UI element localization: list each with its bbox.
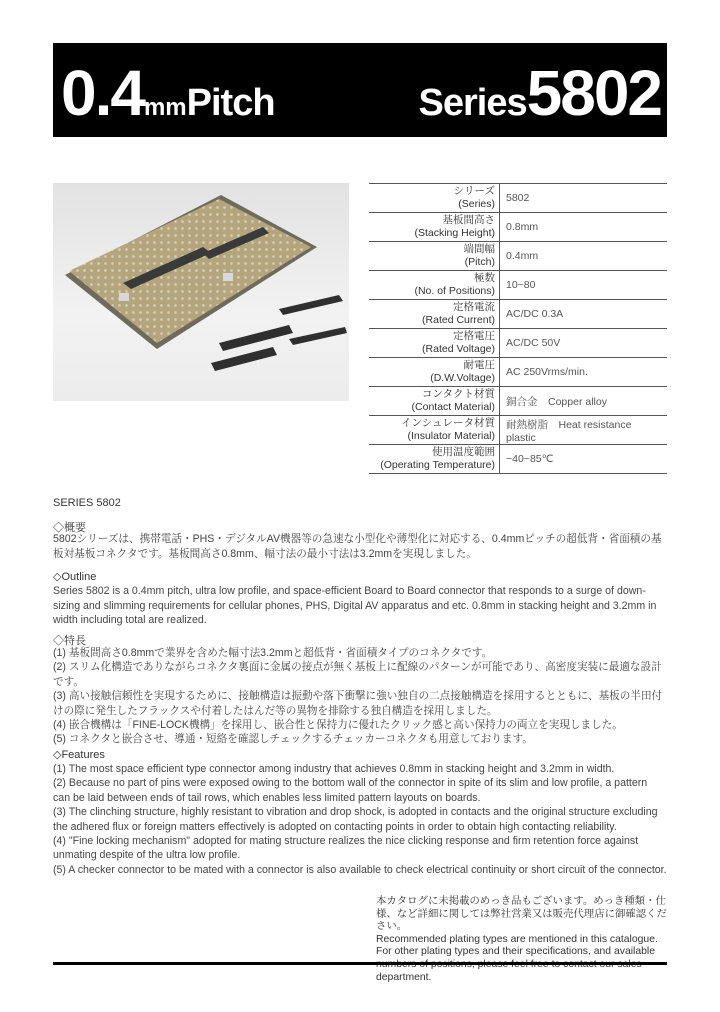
title-banner <box>53 43 667 137</box>
spec-value: 10~80 <box>500 271 668 300</box>
note-line: Recommended plating types are mentioned in this catalogue. <box>376 933 658 945</box>
spec-row <box>369 387 667 416</box>
spec-label <box>369 329 500 358</box>
spec-value: 0.8mm <box>500 213 668 242</box>
list-item: (5) コネクタと嵌合させ、導通・短絡を確認しチェックするチェッカーコネクタも用意しております。 <box>53 733 533 746</box>
series-title <box>419 53 661 133</box>
spec-label-jp: 端間幅 <box>463 243 495 255</box>
spec-label <box>369 358 500 387</box>
spec-label-en: (Rated Voltage) <box>422 343 495 355</box>
spec-row <box>369 358 667 387</box>
list-item: (1) 基板間高さ0.8mmで業界を含めた幅寸法3.2mmと超低背・省面積タイプのコネクタです。 <box>53 647 493 659</box>
spec-label-jp: コンタクト材質 <box>421 388 495 400</box>
outline-en-text: Series 5802 is a 0.4mm pitch, ultra low profile, and space-efficient Board to Board connector that responds to a surge of down-sizing and slimming requirements for cellular phones, PHS, Digital AV apparatus and etc. 0.8mm in stacking height and 3.2mm in width including total are realized. <box>53 585 657 626</box>
features-en-title: ◇Features <box>53 749 105 761</box>
spec-row <box>369 184 667 213</box>
overview-jp-title: ◇概要 <box>53 522 86 534</box>
spec-label <box>369 416 500 445</box>
list-item: (1) The most space efficient type connector among industry that achieves 0.8mm in stacking height and 3.2mm in width. <box>53 763 615 775</box>
series-word: Series <box>418 82 527 124</box>
spec-row <box>369 271 667 300</box>
list-item: (3) 高い接触信頼性を実現するために、接触構造は振動や落下衝撃に強い独自の二点接触構造を採用するとともに、基板の半田付けの際に発生したフラックスや付着したはんだ等の異物を排除する独自構造を採用しました。 <box>53 690 663 717</box>
features-jp-list <box>53 646 667 747</box>
spec-table <box>369 183 667 474</box>
pitch-title <box>61 53 275 133</box>
spec-row <box>369 416 667 445</box>
spec-label <box>369 300 500 329</box>
list-item: (5) A checker connector to be mated with a connector is also available to check electrical continuity or short circuit of the connector. <box>53 863 667 876</box>
spec-label-jp: 定格電圧 <box>453 330 495 342</box>
spec-label-jp: 極数 <box>474 272 495 284</box>
pitch-unit: mm <box>143 94 187 121</box>
list-item: (4) "Fine locking mechanism" adopted for mating structure realizes the nice clicking response and firm retention force against unmating despite of the ultra low profile. <box>53 835 639 862</box>
note-line: For other plating types and their specifications, and available department. <box>376 946 655 983</box>
pitch-word: Pitch <box>186 82 275 124</box>
spec-label-jp: 基板間高さ <box>442 214 495 226</box>
overview-jp-text: 5802シリーズは、携帯電話・PHS・デジタルAV機器等の急速な小型化や薄型化に対応する、0.4mmピッチの超低背・省面積の基板対基板コネクタです。基板間高さ0.8mm、幅寸法の最小寸法は3.2mmを実現しました。 <box>53 533 662 560</box>
spec-label-en: (D.W.Voltage) <box>430 372 495 384</box>
spec-label-jp: 耐電圧 <box>463 359 495 371</box>
spec-label-en: (No. of Positions) <box>414 285 495 297</box>
spec-label-jp: 定格電流 <box>453 301 495 313</box>
spec-row <box>369 213 667 242</box>
spec-label <box>369 445 500 474</box>
list-item: (4) 嵌合機構は「FINE-LOCK機構」を採用し、嵌合性と保持力に優れたクリック感と高い保持力の両立を実現しました。 <box>53 719 623 732</box>
spec-label-en: (Stacking Height) <box>414 227 495 239</box>
spec-label-en: (Insulator Material) <box>407 430 495 442</box>
connector-board-image <box>53 183 349 401</box>
spec-row <box>369 242 667 271</box>
spec-value: AC/DC 50V <box>500 329 668 358</box>
spec-label <box>369 271 500 300</box>
series-number: 5802 <box>526 57 661 129</box>
spec-row <box>369 445 667 474</box>
spec-label <box>369 387 500 416</box>
spec-label <box>369 242 500 271</box>
spec-label-en: (Operating Temperature) <box>380 459 495 471</box>
spec-label <box>369 213 500 242</box>
spec-value: 0.4mm <box>500 242 668 271</box>
spec-label-en: (Rated Current) <box>422 314 495 326</box>
spec-label-en: (Pitch) <box>464 256 495 268</box>
spec-label-jp: シリーズ <box>453 185 495 197</box>
plating-note <box>376 896 667 984</box>
list-item: (3) The clinching structure, highly resistant to vibration and drop shock, is adopted in contacts and the original structure excluding the adhered flux or foreign matters effectively is adopted on contacting points in order to obtain high contacting reliability. <box>53 806 658 833</box>
bottom-rule <box>53 962 667 965</box>
spec-label-jp: 使用温度範囲 <box>432 446 495 458</box>
note-line: 本カタログに未掲載のめっき品もございます。めっき種類・仕様、など詳細に関しては弊社営業又は販売代理店に御確認ください。 <box>376 896 667 933</box>
spec-value: 5802 <box>500 184 668 213</box>
outline-en-title: ◇Outline <box>53 571 97 583</box>
spec-label <box>369 184 500 213</box>
series-label: SERIES 5802 <box>53 497 121 509</box>
list-item: (2) スリム化構造でありながらコネクタ裏面に金属の接点が無く基板上に配線のパターンが可能であり、高密度実装に最適な設計です。 <box>53 661 662 688</box>
spec-value: −40~85℃ <box>500 445 668 474</box>
spec-value: 耐熱樹脂 Heat resistance plastic <box>500 416 668 445</box>
features-jp-title: ◇特長 <box>53 635 86 647</box>
features-en-list <box>53 762 667 877</box>
spec-label-jp: インシュレータ材質 <box>400 417 495 429</box>
list-item: (2) Because no part of pins were exposed owing to the bottom wall of the connector in spite of its slim and low profile, a pattern can be laid between ends of tail rows, which enables less limited pattern layouts on boards. <box>53 777 648 804</box>
spec-row <box>369 300 667 329</box>
product-photo <box>53 183 349 401</box>
spec-value: AC/DC 0.3A <box>500 300 668 329</box>
spec-row <box>369 329 667 358</box>
spec-value: 銅合金 Copper alloy <box>500 387 668 416</box>
spec-label-en: (Series) <box>458 198 495 210</box>
spec-value: AC 250Vrms/min. <box>500 358 668 387</box>
spec-label-en: (Contact Material) <box>411 401 495 413</box>
pitch-number: 0.4 <box>61 57 144 129</box>
